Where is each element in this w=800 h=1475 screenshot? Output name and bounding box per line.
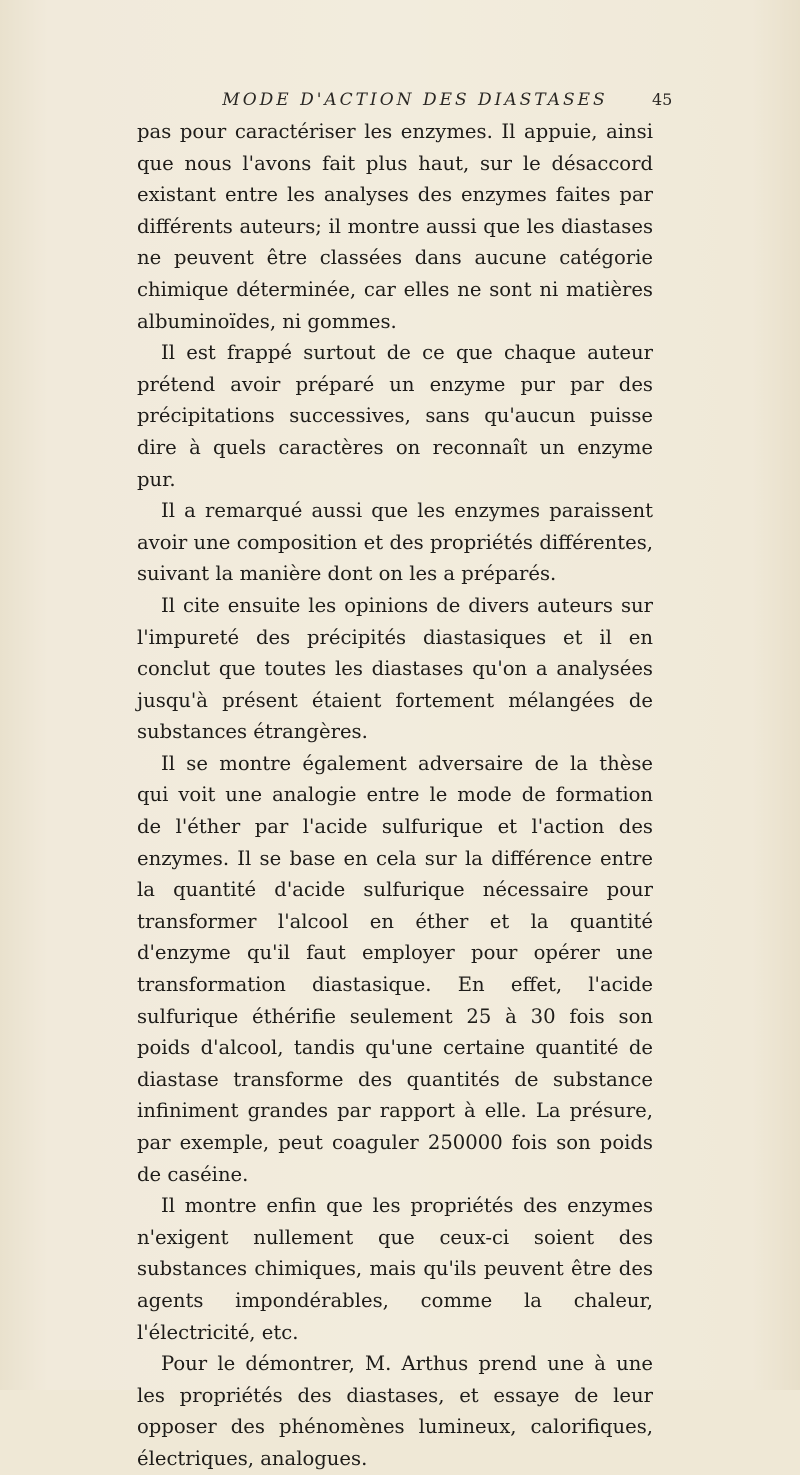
paragraph: Pour le démontrer, M. Arthus prend une à une les propriétés des diastases, et essaye de leur opposer des phénomènes lumineux, calorifiques, électriques, analogues. xyxy=(137,1352,653,1470)
running-title: MODE D'ACTION DES DIASTASES xyxy=(222,90,608,110)
paragraph: Il montre enfin que les propriétés des enzymes n'exigent nullement que ceux-ci soient des substances chimiques, mais qu'ils peuvent être des agents impondérables, comme la chaleur, l'électricité, etc. xyxy=(137,1194,653,1344)
paragraph: pas pour caractériser les enzymes. Il appuie, ainsi que nous l'avons fait plus haut, sur le désaccord existant entre les analyses des enzymes faites par différents auteurs; il montre aussi que les diastases ne peuvent être classées dans aucune catégorie chimique déterminée, car elles ne sont ni matières albuminoïdes, ni gommes. xyxy=(137,120,653,333)
body-text xyxy=(137,116,653,1475)
paragraph: Il est frappé surtout de ce que chaque auteur prétend avoir préparé un enzyme pur par des précipitations successives, sans qu'aucun puisse dire à quels caractères on reconnaît un enzyme pur. xyxy=(137,341,653,491)
page-number: 45 xyxy=(652,90,673,109)
paragraph: Il se montre également adversaire de la thèse qui voit une analogie entre le mode de formation de l'éther par l'acide sulfurique et l'action des enzymes. Il se base en cela sur la différence entre la quantité d'acide sulfurique nécessaire pour transformer l'alcool en éther et la quantité d'enzyme qu'il faut employer pour opérer une transformation diastasique. En effet, l'acide sulfurique éthérifie seulement 25 à 30 fois son poids d'alcool, tandis qu'une certaine quantité de diastase transforme des quantités de substance infiniment grandes par rapport à elle. La présure, par exemple, peut coaguler 250000 fois son poids de caséine. xyxy=(137,751,653,1186)
paragraph: Il cite ensuite les opinions de divers auteurs sur l'impureté des précipités diastasiques et il en conclut que toutes les diastases qu'on a analysées jusqu'à présent étaient fortement mélangées de substances étrangères. xyxy=(137,593,653,744)
paragraph: Il a remarqué aussi que les enzymes paraissent avoir une composition et des propriétés différentes, suivant la manière dont on les a préparés. xyxy=(137,499,653,586)
